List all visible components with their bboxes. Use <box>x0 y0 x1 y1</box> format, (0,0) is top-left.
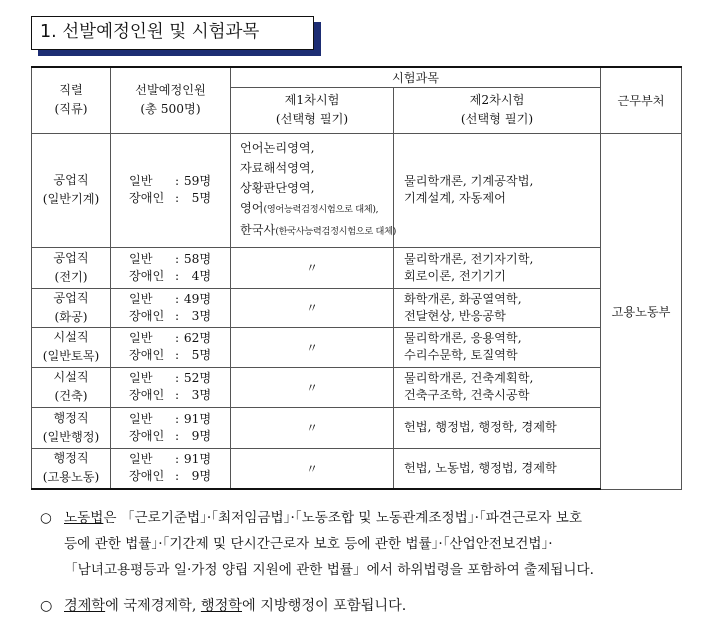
second-exam-subjects: 물리학개론, 전기자기학, 회로이론, 전기기기 <box>394 247 601 288</box>
second-exam-subjects: 물리학개론, 응용역학, 수리수문학, 토질역학 <box>394 327 601 367</box>
table-row <box>32 367 682 407</box>
recruit-cell: 일반 : 59명 장애인 : 5명 <box>111 133 231 247</box>
ditto-mark: 〃 <box>231 288 394 327</box>
table-row <box>32 407 682 448</box>
header-job: 직렬 (직류) <box>32 67 111 133</box>
table-row <box>32 288 682 327</box>
note-economics: ○ 경제학에 국제경제학, 행정학에 지방행정이 포함됩니다. <box>40 593 406 619</box>
job-cell: 공업직 (전기) <box>32 247 111 288</box>
ditto-mark: 〃 <box>231 247 394 288</box>
recruit-cell: 일반 : 49명 장애인 : 3명 <box>111 288 231 327</box>
header-subjects: 시험과목 <box>231 67 601 87</box>
second-exam-subjects: 물리학개론, 건축계획학, 건축구조학, 건축시공학 <box>394 367 601 407</box>
table-row <box>32 448 682 489</box>
department-cell: 고용노동부 <box>601 133 682 489</box>
job-cell: 행정직 (일반행정) <box>32 407 111 448</box>
header-dept: 근무부처 <box>601 67 682 133</box>
recruit-cell: 일반 : 52명 장애인 : 3명 <box>111 367 231 407</box>
second-exam-subjects: 헌법, 행정법, 행정학, 경제학 <box>394 407 601 448</box>
second-exam-subjects: 물리학개론, 기계공작법, 기계설계, 자동제어 <box>394 133 601 247</box>
job-cell: 시설직 (건축) <box>32 367 111 407</box>
bullet-icon: ○ <box>40 598 53 614</box>
header-second-exam: 제2차시험 (선택형 필기) <box>394 87 601 133</box>
table-row <box>32 327 682 367</box>
ditto-mark: 〃 <box>231 448 394 489</box>
exam-table <box>31 66 682 490</box>
header-first-exam: 제1차시험 (선택형 필기) <box>231 87 394 133</box>
recruit-cell: 일반 : 91명 장애인 : 9명 <box>111 448 231 489</box>
second-exam-subjects: 화학개론, 화공열역학, 전달현상, 반응공학 <box>394 288 601 327</box>
second-exam-subjects: 헌법, 노동법, 행정법, 경제학 <box>394 448 601 489</box>
ditto-mark: 〃 <box>231 407 394 448</box>
table-row <box>32 247 682 288</box>
note-labor-law: ○ 노동법은 「근로기준법」·「최저임금법」·「노동조합 및 노동관계조정법」·「파견근로자 보호 등에 관한 법률」·「기간제 및 단시간근로자 보호 등에 관한 법률」·「산업안전보건법」· 「남녀고용평등과 일·가정 양립 지원에 관한 법률」에서 하위법령을 포함하여 출제됩니다. <box>40 505 594 583</box>
ditto-mark: 〃 <box>231 367 394 407</box>
section-title: 1. 선발예정인원 및 시험과목 <box>31 16 314 50</box>
recruit-cell: 일반 : 62명 장애인 : 5명 <box>111 327 231 367</box>
job-cell: 행정직 (고용노동) <box>32 448 111 489</box>
job-cell: 공업직 (화공) <box>32 288 111 327</box>
recruit-cell: 일반 : 58명 장애인 : 4명 <box>111 247 231 288</box>
job-cell: 시설직 (일반토목) <box>32 327 111 367</box>
first-exam-subjects: 언어논리영역, 자료해석영역, 상황판단영역, 영어(영어능력검정시험으로 대체), 한국사(한국사능력검정시험으로 대체) <box>231 133 394 247</box>
job-cell: 공업직 (일반기계) <box>32 133 111 247</box>
header-recruit: 선발예정인원 (총 500명) <box>111 67 231 133</box>
ditto-mark: 〃 <box>231 327 394 367</box>
recruit-cell: 일반 : 91명 장애인 : 9명 <box>111 407 231 448</box>
bullet-icon: ○ <box>40 510 52 526</box>
table-row <box>32 133 682 247</box>
